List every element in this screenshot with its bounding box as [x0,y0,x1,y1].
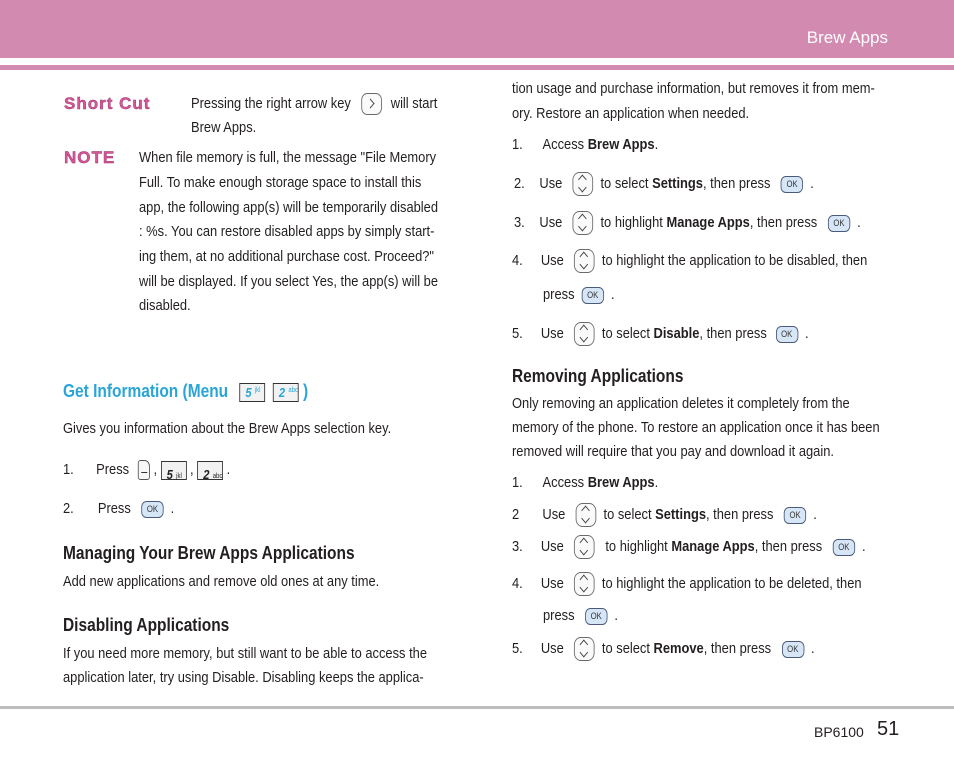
note-line: ing them, at no additional purchase cost. Proceed?" [139,248,435,265]
get-information-heading: Get Information (Menu 5 jkl 2 abc ) [63,381,309,401]
disable-step-4-cont: press OK . [543,286,615,303]
disabling-line: application later, try using Disable. Disabling keeps the applica- [63,669,424,686]
navigation-key-icon [573,172,594,196]
disabling-heading: Disabling Applications [63,615,230,635]
disabling-line: If you need more memory, but still want to be able to access the [63,645,428,662]
note-line: app, the following app(s) will be temporarily disabled [139,199,439,216]
keypad-2-icon: 2 abc [273,383,299,402]
navigation-key-icon [573,211,594,235]
navigation-key-icon [574,637,595,661]
remove-step-4-cont: press OK . [543,607,618,624]
ok-key-icon: OK [776,326,798,343]
removing-heading: Removing Applications [512,366,684,386]
ok-key-icon: OK [828,215,850,232]
ok-key-icon: OK [585,608,607,625]
note-line: : %s. You can restore disabled apps by simply start- [139,223,435,240]
keypad-5-icon: 5 jkl [239,383,265,402]
note-label: NOTE [64,148,116,167]
navigation-key-icon [574,249,595,273]
section-title: Brew Apps [806,28,888,47]
disable-step-4: 4. Use to highlight the application to be disabled, then [512,249,925,274]
remove-step-3: 3. Use to highlight Manage Apps, then press OK . [512,535,923,560]
continued-line: ory. Restore an application when needed. [512,105,750,122]
get-information-desc: Gives you information about the Brew Apps selection key. [63,420,392,437]
shortcut-line-1: Pressing the right arrow key will start [191,92,477,117]
navigation-key-icon [574,572,595,596]
disable-step-3: 3. Use to highlight Manage Apps, then press OK . [514,211,917,236]
header-rule [0,65,954,70]
note-line: When file memory is full, the message "File Memory [139,149,437,166]
ok-key-icon: OK [582,287,604,304]
note-line: will be displayed. If you select Yes, the app(s) will be [139,273,439,290]
ok-key-icon: OK [784,507,806,524]
remove-step-1: 1. Access Brew Apps. [512,474,659,491]
left-soft-key-icon [138,460,150,480]
footer-model: BP6100 [814,724,864,740]
right-arrow-key-icon [361,93,382,115]
removing-line: Only removing an application deletes it completely from the [512,395,850,412]
get-info-step-1: 1. Press , 5 jkl , 2 abc . [63,461,231,482]
managing-heading: Managing Your Brew Apps Applications [63,543,355,563]
note-line: Full. To make enough storage space to install this [139,174,422,191]
ok-key-icon: OK [782,641,804,658]
ok-key-icon: OK [781,176,803,193]
header-band [0,0,954,58]
remove-step-4: 4. Use to highlight the application to be deleted, then [512,572,918,597]
get-info-step-2: 2. Press OK . [63,500,175,517]
disable-step-5: 5. Use to select Disable, then press OK . [512,322,857,347]
remove-step-5: 5. Use to select Remove, then press OK . [512,637,864,662]
shortcut-label: Short Cut [64,94,151,113]
note-line: disabled. [139,297,191,314]
managing-desc: Add new applications and remove old ones at any time. [63,573,380,590]
keypad-2-icon: 2 abc [197,461,223,480]
disable-step-1: 1. Access Brew Apps. [512,136,659,153]
ok-key-icon: OK [141,501,163,518]
ok-key-icon: OK [833,539,855,556]
keypad-5-icon: 5 jkl [161,461,187,480]
footer-rule [0,706,954,709]
continued-line: tion usage and purchase information, but removes it from mem- [512,80,875,97]
shortcut-line-2: Brew Apps. [191,119,257,136]
navigation-key-icon [574,322,595,346]
removing-line: memory of the phone. To restore an application once it has been [512,419,880,436]
removing-line: removed will require that you pay and download it again. [512,443,834,460]
page-number: 51 [877,718,900,740]
navigation-key-icon [574,535,595,559]
navigation-key-icon [576,503,597,527]
disable-step-2: 2. Use to select Settings, then press OK . [514,172,863,197]
remove-step-2: 2 Use to select Settings, then press OK . [512,503,867,528]
